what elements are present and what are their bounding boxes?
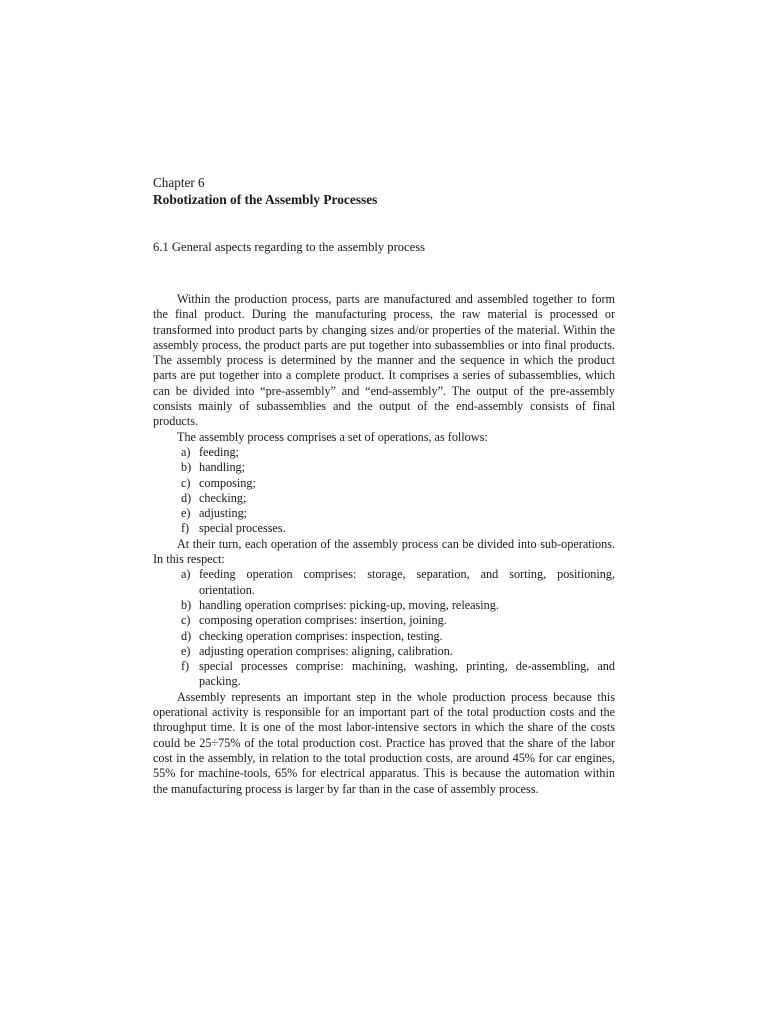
- list-item-text: handling operation comprises: picking-up, moving, releasing.: [199, 597, 499, 612]
- list-item-text: adjusting operation comprises: aligning, calibration.: [199, 643, 453, 658]
- list-item-text: checking;: [199, 490, 247, 505]
- list-item: [153, 460, 615, 475]
- list-marker: f): [181, 521, 190, 536]
- chapter-label: Chapter 6: [153, 175, 205, 190]
- list-item-text: handling;: [199, 460, 246, 475]
- intro-paragraph: Within the production process, parts are manufactured and assembled together to form the final product. During the manufacturing process, the raw material is processed or transformed into product parts by changing sizes and/or properties of the material. Within the assembly process, the product parts are put together into subassemblies or into final products. The assembly process is determined by the manner and the sequence in which the product parts are put together into a complete product. It comprises a series of subassemblies, which can be divided into “pre-assembly” and “end-assembly”. The output of the pre-assembly consists mainly of subassemblies and the output of the end-assembly consists of final products.: [153, 292, 615, 429]
- operations-list: [153, 445, 615, 537]
- list-item-text: special processes comprise: machining, washing, printing, de-assembling, and packing.: [199, 659, 615, 689]
- list-marker: e): [181, 506, 191, 521]
- chapter-title: Robotization of the Assembly Processes: [153, 192, 378, 207]
- list-marker: d): [181, 628, 192, 643]
- list-item-text: feeding;: [199, 444, 239, 459]
- list-item: [153, 476, 615, 491]
- list-item: [153, 644, 615, 659]
- list-item: [153, 598, 615, 613]
- list-marker: a): [181, 567, 191, 582]
- list-marker: d): [181, 490, 192, 505]
- list-item: [153, 629, 615, 644]
- list-marker: e): [181, 643, 191, 658]
- document-page: [153, 174, 615, 797]
- list-item-text: feeding operation comprises: storage, separation, and sorting, positioning, orientation.: [199, 567, 615, 597]
- list-marker: a): [181, 444, 191, 459]
- list-item: [153, 659, 615, 690]
- list-item: [153, 521, 615, 536]
- list-marker: f): [181, 659, 190, 674]
- sub-operations-intro-paragraph: At their turn, each operation of the assembly process can be divided into sub-operations. In this respect:: [153, 536, 615, 567]
- list-item-text: composing operation comprises: insertion, joining.: [199, 613, 447, 628]
- list-item: [153, 445, 615, 460]
- list-item: [153, 506, 615, 521]
- list-marker: b): [181, 597, 192, 612]
- list-item-text: adjusting;: [199, 506, 248, 521]
- section-heading: 6.1 General aspects regarding to the assembly process: [153, 240, 426, 254]
- operations-intro-paragraph: The assembly process comprises a set of operations, as follows:: [177, 429, 488, 444]
- list-item-text: composing;: [199, 475, 256, 490]
- list-item-text: special processes.: [199, 521, 286, 536]
- list-item-text: checking operation comprises: inspection, testing.: [199, 628, 443, 643]
- sub-operations-list: [153, 567, 615, 689]
- list-item: [153, 567, 615, 598]
- list-marker: b): [181, 460, 192, 475]
- list-item: [153, 613, 615, 628]
- list-marker: c): [181, 475, 191, 490]
- list-marker: c): [181, 613, 191, 628]
- assembly-cost-paragraph: Assembly represents an important step in the whole production process because this operational activity is responsible for an important part of the total production costs and the throughput time. It is one of the most labor-intensive sectors in which the share of the costs could be 25÷75% of the total production cost. Practice has proved that the share of the labor cost in the assembly, in relation to the total production costs, are around 45% for car engines, 55% for machine-tools, 65% for electrical apparatus. This is because the automation within the manufacturing process is larger by far than in the case of assembly process.: [153, 689, 615, 796]
- list-item: [153, 491, 615, 506]
